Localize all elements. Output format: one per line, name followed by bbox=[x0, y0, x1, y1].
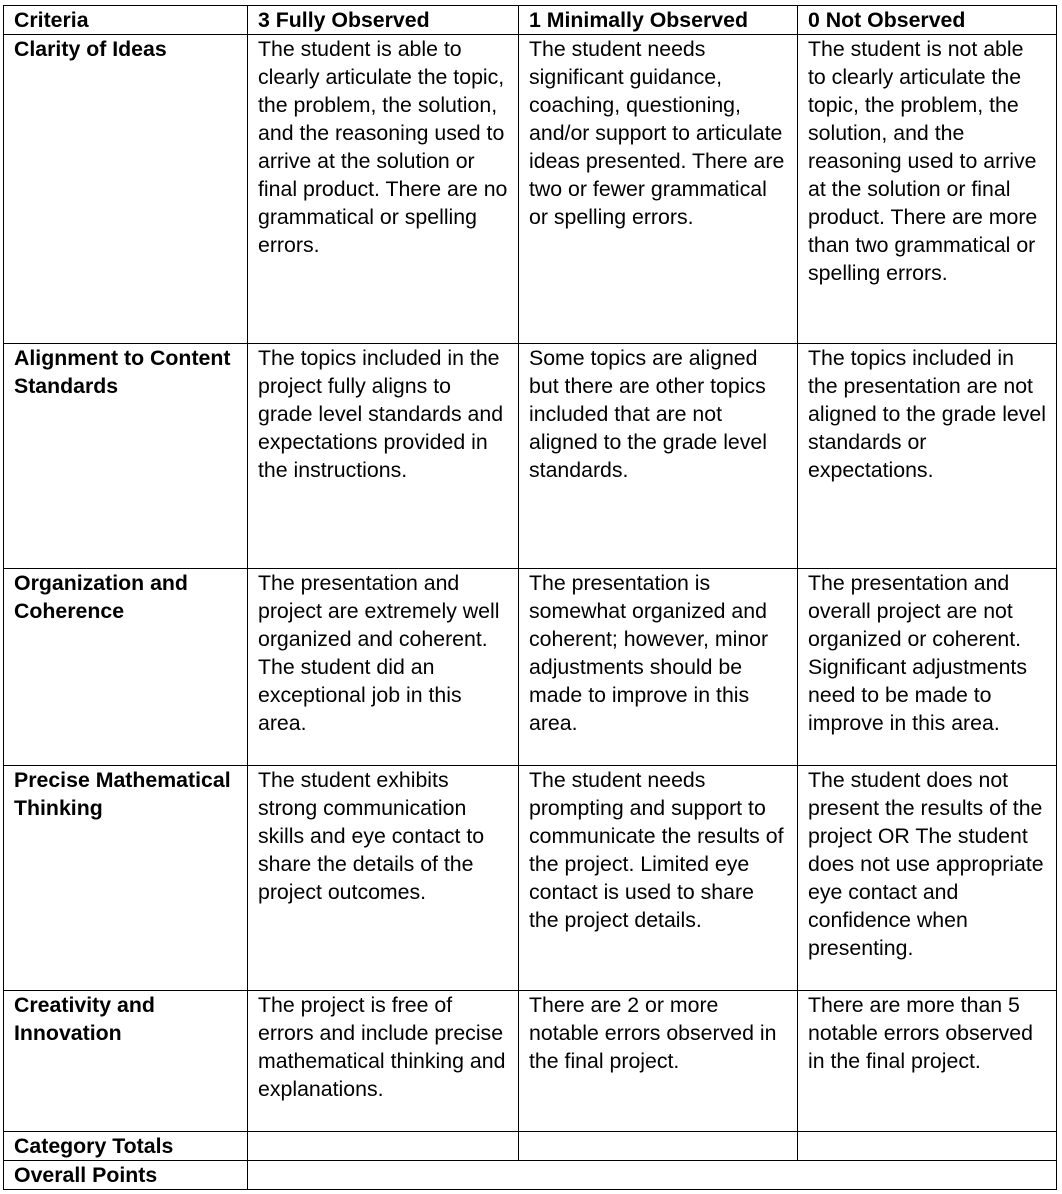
fully-observed-cell: The student is able to clearly articulate the topic, the problem, the solution, and the reasoning used to arrive at the solution or final product. There are no grammatical or spelling errors. bbox=[248, 35, 519, 344]
minimally-observed-cell: The student needs significant guidance, coaching, questioning, and/or support to articulate ideas presented. There are two or fewer grammatical or spelling errors. bbox=[519, 35, 798, 344]
header-row bbox=[4, 6, 1057, 35]
fully-observed-cell: The presentation and project are extremely well organized and coherent. The student did an exceptional job in this area. bbox=[248, 569, 519, 766]
rubric-table bbox=[3, 5, 1057, 1190]
minimally-observed-cell: The student needs prompting and support to communicate the results of the project. Limited eye contact is used to share the project details. bbox=[519, 766, 798, 991]
header-criteria: Criteria bbox=[4, 6, 248, 35]
not-observed-cell: The presentation and overall project are not organized or coherent. Significant adjustments need to be made to improve in this area. bbox=[798, 569, 1057, 766]
not-observed-cell: The topics included in the presentation are not aligned to the grade level standards or expectations. bbox=[798, 344, 1057, 569]
fully-observed-total-cell bbox=[248, 1132, 519, 1161]
header-not-observed: 0 Not Observed bbox=[798, 6, 1057, 35]
criterion-cell: Organization and Coherence bbox=[4, 569, 248, 766]
minimally-observed-cell: The presentation is somewhat organized and coherent; however, minor adjustments should be made to improve in this area. bbox=[519, 569, 798, 766]
not-observed-cell: There are more than 5 notable errors observed in the final project. bbox=[798, 991, 1057, 1132]
table-row bbox=[4, 991, 1057, 1132]
header-minimally-observed: 1 Minimally Observed bbox=[519, 6, 798, 35]
criterion-cell: Alignment to Content Standards bbox=[4, 344, 248, 569]
minimally-observed-total-cell bbox=[519, 1132, 798, 1161]
minimally-observed-cell: There are 2 or more notable errors observed in the final project. bbox=[519, 991, 798, 1132]
minimally-observed-cell: Some topics are aligned but there are other topics included that are not aligned to the grade level standards. bbox=[519, 344, 798, 569]
not-observed-cell: The student does not present the results of the project OR The student does not use appropriate eye contact and confidence when presenting. bbox=[798, 766, 1057, 991]
overall-points-label: Overall Points bbox=[4, 1161, 248, 1190]
header-fully-observed: 3 Fully Observed bbox=[248, 6, 519, 35]
table-row bbox=[4, 766, 1057, 991]
category-totals-row bbox=[4, 1132, 1057, 1161]
table-row bbox=[4, 344, 1057, 569]
fully-observed-cell: The project is free of errors and include precise mathematical thinking and explanations. bbox=[248, 991, 519, 1132]
criterion-cell: Precise Mathematical Thinking bbox=[4, 766, 248, 991]
table-row bbox=[4, 569, 1057, 766]
not-observed-total-cell bbox=[798, 1132, 1057, 1161]
not-observed-cell: The student is not able to clearly articulate the topic, the problem, the solution, and the reasoning used to arrive at the solution or final product. There are more than two grammatical or spelling errors. bbox=[798, 35, 1057, 344]
criterion-cell: Creativity and Innovation bbox=[4, 991, 248, 1132]
category-totals-label: Category Totals bbox=[4, 1132, 248, 1161]
fully-observed-cell: The topics included in the project fully aligns to grade level standards and expectations provided in the instructions. bbox=[248, 344, 519, 569]
overall-points-row bbox=[4, 1161, 1057, 1190]
overall-points-value-cell bbox=[248, 1161, 1057, 1190]
table-row bbox=[4, 35, 1057, 344]
criterion-cell: Clarity of Ideas bbox=[4, 35, 248, 344]
fully-observed-cell: The student exhibits strong communication skills and eye contact to share the details of the project outcomes. bbox=[248, 766, 519, 991]
